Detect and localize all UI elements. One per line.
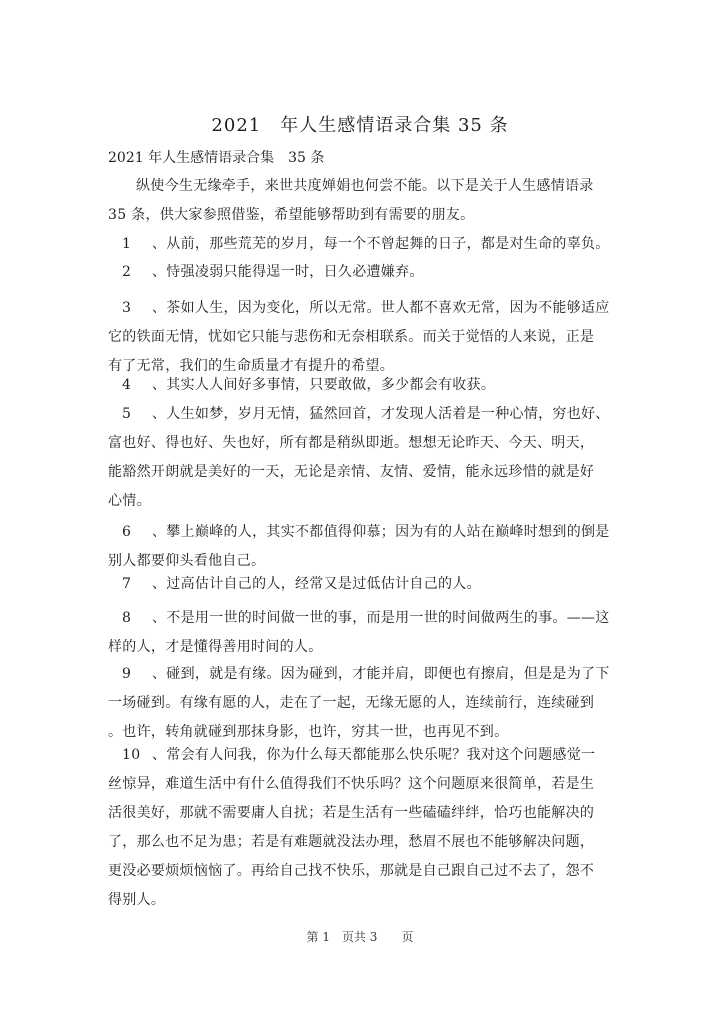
item-text: 、攀上巅峰的人，其实不都值得仰慕；因为有的人站在巅峰时想到的倒是 (152, 524, 610, 540)
item-number: 1 (122, 236, 132, 252)
item-text: 。也许，转角就碰到那抹身影，也许，穷其一世，也再见不到。 (108, 724, 509, 740)
item-text: 、人生如梦，岁月无情，猛然回首，才发现人活着是一种心情，穷也好、 (152, 406, 610, 422)
page-footer: 第 1 页共 3 页 (306, 930, 414, 944)
list-item (108, 604, 610, 662)
list-item (108, 371, 586, 400)
item-text: 丝惊异，难道生活中有什么值得我们不快乐吗？这个问题原来很简单，若是生 (108, 776, 595, 792)
item-text: 得别人。 (108, 892, 166, 908)
item-text: 别人都要仰头看他自己。 (108, 553, 266, 569)
document-title: 2021 年人生感情语录合集 35 条 (211, 115, 509, 136)
item-text: 富也好、得也好、失也好，所有都是稍纵即逝。想想无论昨天、今天、明天， (108, 435, 595, 451)
item-text: 更没必要烦烦恼恼了。再给自己找不快乐，那就是自己跟自己过不去了，怨不 (108, 863, 595, 879)
list-item (108, 518, 610, 576)
list-item (108, 258, 586, 287)
item-number: 4 (122, 377, 132, 393)
list-item (108, 230, 610, 259)
list-item (108, 741, 596, 915)
item-number: 2 (122, 264, 132, 280)
item-text: 心情。 (108, 493, 151, 509)
item-number: 8 (122, 610, 132, 626)
item-number: 7 (122, 576, 132, 592)
list-item (108, 660, 610, 747)
item-text: 、过高估计自己的人，经常又是过低估计自己的人。 (152, 576, 481, 592)
item-number: 6 (122, 524, 132, 540)
item-text: 活很美好，那就不需要庸人自扰；若是生活有一些磕磕绊绊，恰巧也能解决的 (108, 805, 595, 821)
intro-line: 35 条，供大家参照借鉴，希望能够帮助到有需要的朋友。 (108, 207, 475, 223)
item-text: 、茶如人生，因为变化，所以无常。世人都不喜欢无常，因为不能够适应 (152, 300, 610, 316)
item-text: 能豁然开朗就是美好的一天，无论是亲情、友情、爱情，能永远珍惜的就是好 (108, 464, 595, 480)
list-item (108, 294, 610, 381)
item-number: 5 (122, 406, 132, 422)
item-text: 、其实人人间好多事情，只要敢做，多少都会有收获。 (152, 377, 496, 393)
item-number: 3 (122, 300, 132, 316)
item-number: 10 (122, 747, 141, 763)
item-text: 样的人，才是懂得善用时间的人。 (108, 639, 323, 655)
intro-line: 纵使今生无缘牵手，来世共度婵娟也何尝不能。以下是关于人生感情语录 (136, 178, 594, 194)
item-text: 一场碰到。有缘有愿的人，走在了一起，无缘无愿的人，连续前行，连续碰到 (108, 695, 595, 711)
item-number: 9 (122, 666, 132, 682)
item-text: 、从前，那些荒芜的岁月，每一个不曾起舞的日子，都是对生命的辜负。 (152, 236, 610, 252)
list-item (108, 570, 586, 599)
list-item (108, 400, 610, 516)
item-text: 、碰到，就是有缘。因为碰到，才能并肩，即便也有擦肩，但是是为了下 (152, 666, 610, 682)
item-text: 、恃强凌弱只能得逞一时，日久必遭嫌弃。 (152, 264, 424, 280)
item-text: 了，那么也不足为患；若是有难题就没法办理，愁眉不展也不能够解决问题， (108, 834, 595, 850)
item-text: 、不是用一世的时间做一世的事，而是用一世的时间做两生的事。——这 (152, 610, 610, 626)
document-subtitle: 2021 年人生感情语录合集 35 条 (108, 150, 325, 166)
intro-paragraph (108, 172, 594, 230)
item-text: 有了无常，我们的生命质量才有提升的希望。 (108, 358, 394, 374)
item-text: 、常会有人问我，你为什么每天都能那么快乐呢？我对这个问题感觉一 (152, 747, 596, 763)
item-text: 它的铁面无情，忧如它只能与悲伤和无奈相联系。而关于觉悟的人来说，正是 (108, 329, 595, 345)
